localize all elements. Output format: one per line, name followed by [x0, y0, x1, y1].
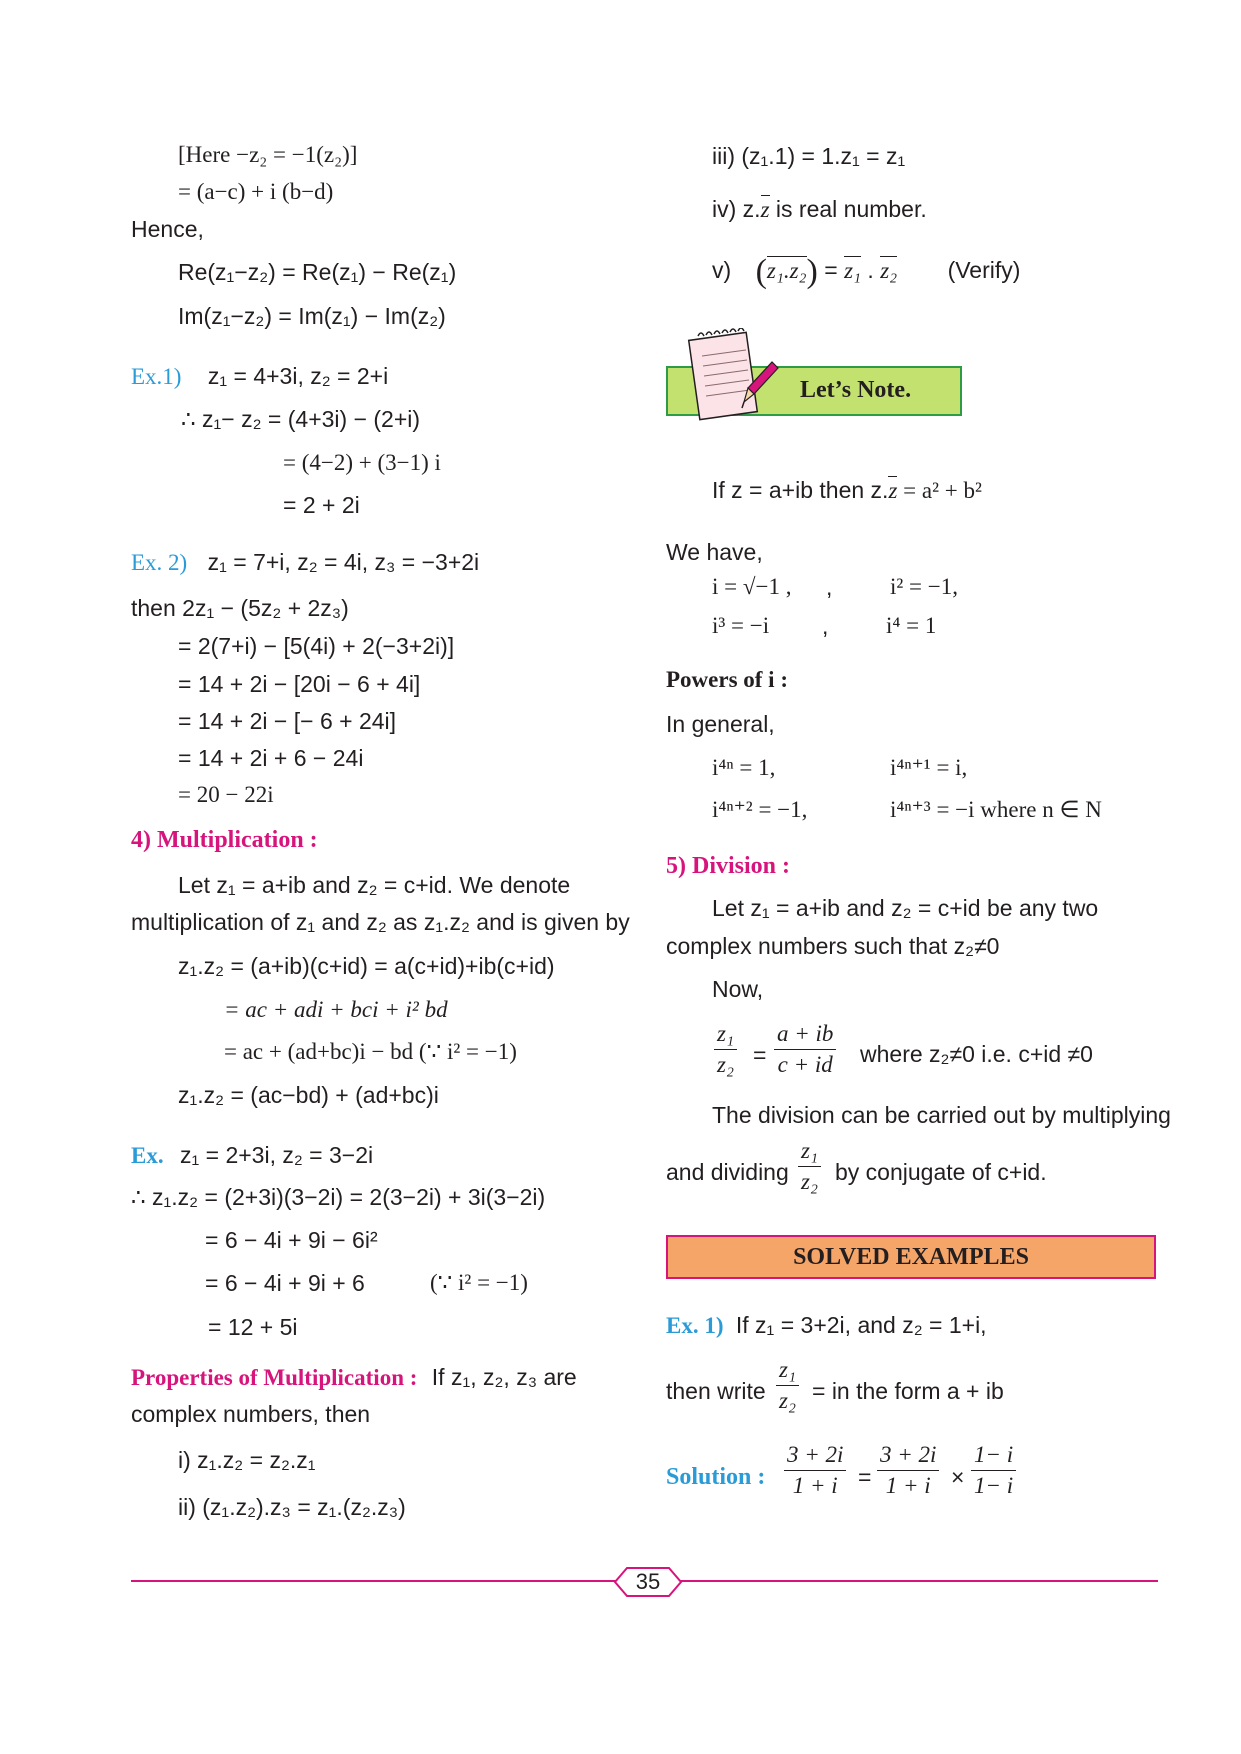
equation-line: = 20 − 22i [178, 782, 274, 807]
example-label: Ex.1) [131, 364, 182, 389]
equation-line: ∴ z₁− z₂ = (4+3i) − (2+i) [181, 406, 421, 432]
real-part-line: Re(z₁−z₂) = Re(z₁) − Re(z₁) [178, 259, 457, 285]
conjugate-z2: z₂ [880, 258, 898, 283]
denominator: z₂ [717, 1052, 734, 1077]
paragraph-line: and dividing [666, 1159, 789, 1185]
equation-line: then 2z₁ − (5z₂ + 2z₃) [131, 595, 349, 621]
equation-note: (∵ i² = −1) [430, 1270, 528, 1295]
paragraph-line: The division can be carried out by multiplying [712, 1102, 1171, 1128]
denominator: 1− i [974, 1473, 1014, 1498]
conjugate-product: z₁.z₂ [766, 258, 807, 283]
now-text: Now, [712, 976, 764, 1002]
power-rule: i⁴ⁿ = 1, [712, 755, 776, 780]
paragraph-line: complex numbers, then [131, 1401, 371, 1427]
fraction [877, 1442, 939, 1499]
denominator: 1 + i [885, 1473, 931, 1498]
paragraph-line: then write [666, 1378, 766, 1404]
fraction-a-ib-over-c-id [774, 1021, 836, 1078]
numerator: z₁ [717, 1021, 734, 1046]
paragraph-line: Let z₁ = a+ib and z₂ = c+id be any two [712, 895, 1099, 921]
equals-sign: = [753, 1042, 767, 1068]
identity: i² = −1, [890, 574, 958, 599]
denominator: z₂ [779, 1388, 796, 1413]
example-text: If z₁ = 3+2i, and z₂ = 1+i, [735, 1312, 987, 1338]
equation-line: ∴ z₁.z₂ = (2+3i)(3−2i) = 2(3−2i) + 3i(3−2i) [131, 1184, 546, 1210]
property-number: v) [712, 257, 732, 283]
fraction-z1-over-z2 [714, 1021, 737, 1078]
numerator: z₁ [779, 1357, 796, 1382]
times-sign: × [951, 1464, 965, 1490]
example-label: Ex. 2) [131, 550, 188, 575]
note-text: If z = a+ib then z. [712, 477, 889, 503]
equals-sign: = [858, 1464, 872, 1490]
denominator: z₂ [801, 1169, 818, 1194]
paragraph-line: = in the form a + ib [812, 1378, 1004, 1404]
note-text: = a² + b² [897, 478, 982, 503]
numerator: 1− i [974, 1442, 1014, 1467]
solved-example-1 [666, 1310, 987, 1341]
where-condition: where z₂≠0 i.e. c+id ≠0 [860, 1041, 1093, 1067]
powers-heading: Powers of i : [666, 667, 788, 692]
identity: i = √−1 , [712, 574, 792, 599]
page-number: 35 [635, 1569, 661, 1594]
note-line: [Here −z₂ = −1(z₂)] [178, 142, 358, 167]
property-item [712, 253, 1021, 290]
example-label: Ex. 1) [666, 1313, 724, 1338]
separator: , [822, 613, 829, 639]
section-heading-multiplication: 4) Multiplication : [131, 827, 318, 853]
example-3 [131, 1140, 373, 1171]
denominator: c + id [777, 1052, 833, 1077]
paragraph-line: Let z₁ = a+ib and z₂ = c+id. We denote [178, 872, 571, 898]
equation-line: = 6 − 4i + 9i − 6i² [205, 1227, 378, 1253]
conjugate-z: z [760, 197, 770, 222]
identity: i⁴ = 1 [886, 613, 937, 638]
paragraph-line: by conjugate of c+id. [835, 1159, 1047, 1185]
equation-line: = 14 + 2i + 6 − 24i [178, 745, 364, 771]
paragraph-line: complex numbers such that z₂≠0 [666, 933, 1000, 959]
fraction-z1-over-z2 [798, 1138, 821, 1195]
power-rule: i⁴ⁿ⁺³ = −i where n ∈ N [890, 797, 1102, 822]
imag-part-line: Im(z₁−z₂) = Im(z₁) − Im(z₂) [178, 303, 446, 329]
property-text: is real number. [769, 196, 927, 222]
equation-line: = 6 − 4i + 9i + 6 [205, 1270, 365, 1296]
numerator: 3 + 2i [787, 1442, 844, 1467]
property-item: ii) (z₁.z₂).z₃ = z₁.(z₂.z₃) [178, 1494, 406, 1520]
lets-note-title: Let’s Note. [800, 377, 912, 403]
notepad-pencil-icon [686, 328, 786, 438]
equation-line: = (4−2) + (3−1) i [283, 450, 441, 475]
equation-line: = 2 + 2i [283, 492, 360, 518]
power-rule: i⁴ⁿ⁺² = −1, [712, 797, 808, 822]
conjugate-z1: z₁ [844, 258, 862, 283]
equation-line: = ac + (ad+bc)i − bd (∵ i² = −1) [224, 1039, 517, 1064]
equation-line: = 14 + 2i − [20i − 6 + 4i] [178, 671, 421, 697]
equation-line: = 12 + 5i [208, 1314, 298, 1340]
equation-line: = 2(7+i) − [5(4i) + 2(−3+2i)] [178, 633, 455, 659]
solution-label: Solution : [666, 1464, 766, 1490]
paren: ( [755, 253, 767, 290]
conjugate-z: z [888, 478, 898, 503]
fraction [784, 1442, 846, 1499]
equation-line: z₁.z₂ = (ac−bd) + (ad+bc)i [178, 1082, 439, 1108]
property-item: i) z₁.z₂ = z₂.z₁ [178, 1447, 316, 1473]
denominator: 1 + i [792, 1473, 838, 1498]
we-have-text: We have, [666, 539, 763, 565]
equals-sign: = [817, 257, 845, 283]
fraction [971, 1442, 1016, 1499]
result-line: = (a−c) + i (b−d) [178, 179, 334, 204]
verify-text: (Verify) [947, 257, 1021, 283]
paragraph-line: multiplication of z₁ and z₂ as z₁.z₂ and is given by [131, 909, 630, 935]
properties-line [131, 1362, 577, 1393]
numerator: 3 + 2i [880, 1442, 937, 1467]
paren: ) [806, 253, 818, 290]
example-text: z₁ = 7+i, z₂ = 4i, z₃ = −3+2i [207, 549, 480, 575]
dot: . [861, 257, 881, 283]
equation-line: = ac + adi + bci + i² bd [224, 997, 448, 1022]
properties-text: If z₁, z₂, z₃ are [431, 1364, 577, 1390]
section-heading-division: 5) Division : [666, 853, 791, 879]
equation-line: = 14 + 2i − [− 6 + 24i] [178, 708, 397, 734]
separator: , [826, 574, 833, 600]
numerator: z₁ [801, 1138, 818, 1163]
example-text: z₁ = 4+3i, z₂ = 2+i [207, 363, 389, 389]
in-general-text: In general, [666, 711, 775, 737]
hence-text: Hence, [131, 216, 204, 242]
equation-line: z₁.z₂ = (a+ib)(c+id) = a(c+id)+ib(c+id) [178, 953, 555, 979]
identity: i³ = −i [712, 613, 770, 638]
note-formula [712, 475, 982, 506]
example-text: z₁ = 2+3i, z₂ = 3−2i [179, 1142, 374, 1168]
fraction-z1-over-z2 [776, 1357, 799, 1414]
properties-label: Properties of Multiplication : [131, 1365, 418, 1390]
property-item: iii) (z₁.1) = 1.z₁ = z₁ [712, 143, 906, 169]
example-2 [131, 547, 479, 578]
power-rule: i⁴ⁿ⁺¹ = i, [890, 755, 968, 780]
property-text: iv) z. [712, 196, 761, 222]
numerator: a + ib [777, 1021, 834, 1046]
example-1 [131, 361, 388, 392]
example-label: Ex. [131, 1143, 164, 1168]
solved-examples-title: SOLVED EXAMPLES [793, 1244, 1029, 1270]
property-item [712, 194, 927, 225]
